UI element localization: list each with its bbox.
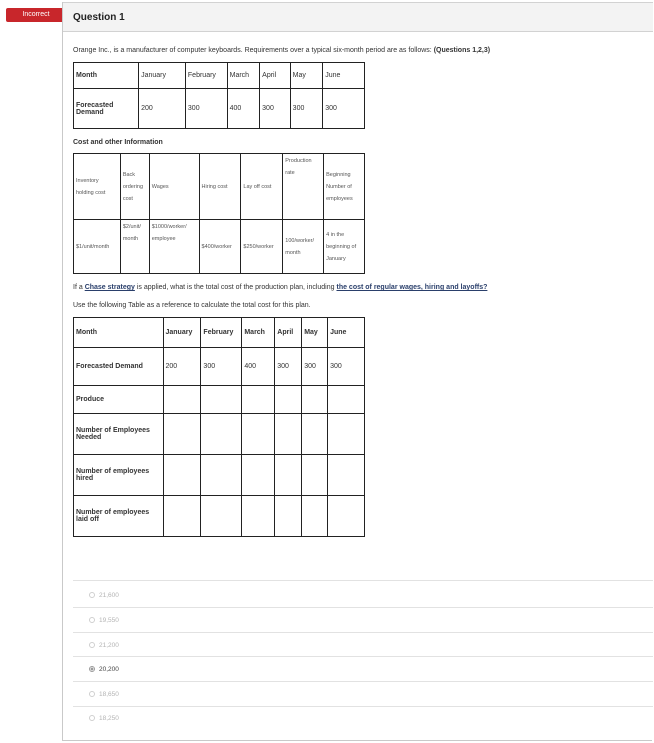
calc-empty-cell (328, 496, 365, 537)
question-panel (62, 2, 652, 741)
chase-strategy-link: Chase strategy (84, 284, 135, 291)
prompt-pre: If a (73, 284, 83, 291)
cost-header: Beginning Number of employees (324, 154, 365, 220)
demand-table-month: May (290, 63, 323, 89)
cost-header: Back ordering cost (120, 154, 149, 220)
demand-table-month-header: Month (74, 63, 139, 89)
radio-button[interactable] (89, 642, 95, 648)
demand-table-month: February (185, 63, 227, 89)
radio-button-selected[interactable] (89, 666, 95, 672)
choice-label: 18,650 (99, 690, 119, 698)
demand-table-month: April (260, 63, 291, 89)
calc-empty-cell (163, 386, 201, 414)
question-title: Question 1 (73, 12, 125, 23)
cost-value: $400/worker (199, 220, 241, 274)
cost-phrase: the cost of regular wages, hiring and layoffs? (336, 284, 488, 291)
calc-month-header: Month (74, 318, 164, 348)
question-intro (73, 47, 490, 54)
radio-button[interactable] (89, 691, 95, 697)
cost-info-title: Cost and other Information (73, 139, 163, 146)
choice-divider (73, 706, 653, 707)
calc-empty-cell (275, 386, 302, 414)
demand-table-month: January (139, 63, 186, 89)
calc-empty-cell (163, 455, 201, 496)
demand-table-demand-header: Forecasted Demand (74, 89, 139, 129)
calc-empty-cell (328, 455, 365, 496)
calc-employees-laid-off-row-header: Number of employees laid off (74, 496, 164, 537)
choice-label: 20,200 (99, 665, 119, 673)
demand-table-month: March (227, 63, 260, 89)
cost-header: Inventory holding cost (74, 154, 121, 220)
choice-divider (73, 681, 653, 682)
calc-demand-value: 300 (328, 348, 365, 386)
intro-question-ref: (Questions 1,2,3) (433, 47, 491, 54)
incorrect-status-badge: Incorrect (6, 8, 66, 22)
calc-empty-cell (242, 414, 275, 455)
calc-demand-value: 200 (163, 348, 201, 386)
question-header (63, 2, 653, 32)
choice-divider (73, 656, 653, 657)
cost-header: Lay off cost (241, 154, 283, 220)
cost-value: $1000/worker/ employee (149, 220, 199, 274)
calc-empty-cell (302, 414, 328, 455)
choice-label: 21,200 (99, 641, 119, 649)
answer-choice-3[interactable] (89, 639, 119, 651)
calc-employees-hired-row-header: Number of employees hired (74, 455, 164, 496)
calc-empty-cell (302, 455, 328, 496)
radio-button[interactable] (89, 592, 95, 598)
cost-info-table (73, 153, 365, 274)
choice-divider (73, 607, 653, 608)
calc-demand-value: 300 (201, 348, 242, 386)
calc-month: March (242, 318, 275, 348)
cost-value: $2/unit/ month (120, 220, 149, 274)
calc-empty-cell (302, 386, 328, 414)
table-instruction: Use the following Table as a reference to calculate the total cost for this plan. (73, 302, 311, 309)
cost-header: Production rate (283, 154, 324, 220)
cost-header: Wages (149, 154, 199, 220)
calc-demand-value: 400 (242, 348, 275, 386)
calc-empty-cell (275, 496, 302, 537)
calculation-table (73, 317, 365, 537)
calc-empty-cell (242, 496, 275, 537)
prompt-mid: is applied, what is the total cost of the production plan, including (136, 284, 335, 291)
calc-employees-needed-row-header: Number of Employees Needed (74, 414, 164, 455)
calc-empty-cell (275, 414, 302, 455)
calc-demand-header: Forecasted Demand (74, 348, 164, 386)
radio-button[interactable] (89, 715, 95, 721)
intro-text: Orange Inc., is a manufacturer of computer keyboards. Requirements over a typical six-month period are as follows: (73, 47, 432, 54)
cost-value: $250/worker (241, 220, 283, 274)
calc-empty-cell (201, 414, 242, 455)
cost-value: 4 in the beginning of January (324, 220, 365, 274)
calc-demand-value: 300 (275, 348, 302, 386)
demand-table-value: 300 (185, 89, 227, 129)
calc-empty-cell (201, 386, 242, 414)
answer-choice-6[interactable] (89, 712, 119, 724)
choice-label: 18,250 (99, 714, 119, 722)
calc-empty-cell (163, 414, 201, 455)
cost-header: Hiring cost (199, 154, 241, 220)
choice-divider (73, 632, 653, 633)
calc-month: June (328, 318, 365, 348)
calc-empty-cell (275, 455, 302, 496)
calc-produce-row-header: Produce (74, 386, 164, 414)
demand-table-value: 300 (323, 89, 365, 129)
radio-button[interactable] (89, 617, 95, 623)
answer-choice-1[interactable] (89, 589, 119, 601)
calc-month: April (275, 318, 302, 348)
calc-month: May (302, 318, 328, 348)
demand-table-month: June (323, 63, 365, 89)
calc-empty-cell (201, 496, 242, 537)
calc-empty-cell (201, 455, 242, 496)
question-prompt (73, 284, 487, 291)
cost-value: 100/worker/ month (283, 220, 324, 274)
answer-choice-4[interactable] (89, 663, 119, 675)
answer-choice-5[interactable] (89, 688, 119, 700)
demand-table-value: 300 (290, 89, 323, 129)
calc-empty-cell (242, 455, 275, 496)
calc-month: February (201, 318, 242, 348)
calc-month: January (163, 318, 201, 348)
calc-empty-cell (242, 386, 275, 414)
choice-divider (73, 580, 653, 581)
demand-table-value: 400 (227, 89, 260, 129)
calc-empty-cell (328, 386, 365, 414)
calc-demand-value: 300 (302, 348, 328, 386)
cost-value: $1/unit/month (74, 220, 121, 274)
calc-empty-cell (328, 414, 365, 455)
demand-table (73, 62, 365, 129)
calc-empty-cell (163, 496, 201, 537)
answer-choice-2[interactable] (89, 614, 119, 626)
choice-label: 19,550 (99, 616, 119, 624)
calc-empty-cell (302, 496, 328, 537)
choice-label: 21,600 (99, 591, 119, 599)
demand-table-value: 300 (260, 89, 291, 129)
demand-table-value: 200 (139, 89, 186, 129)
